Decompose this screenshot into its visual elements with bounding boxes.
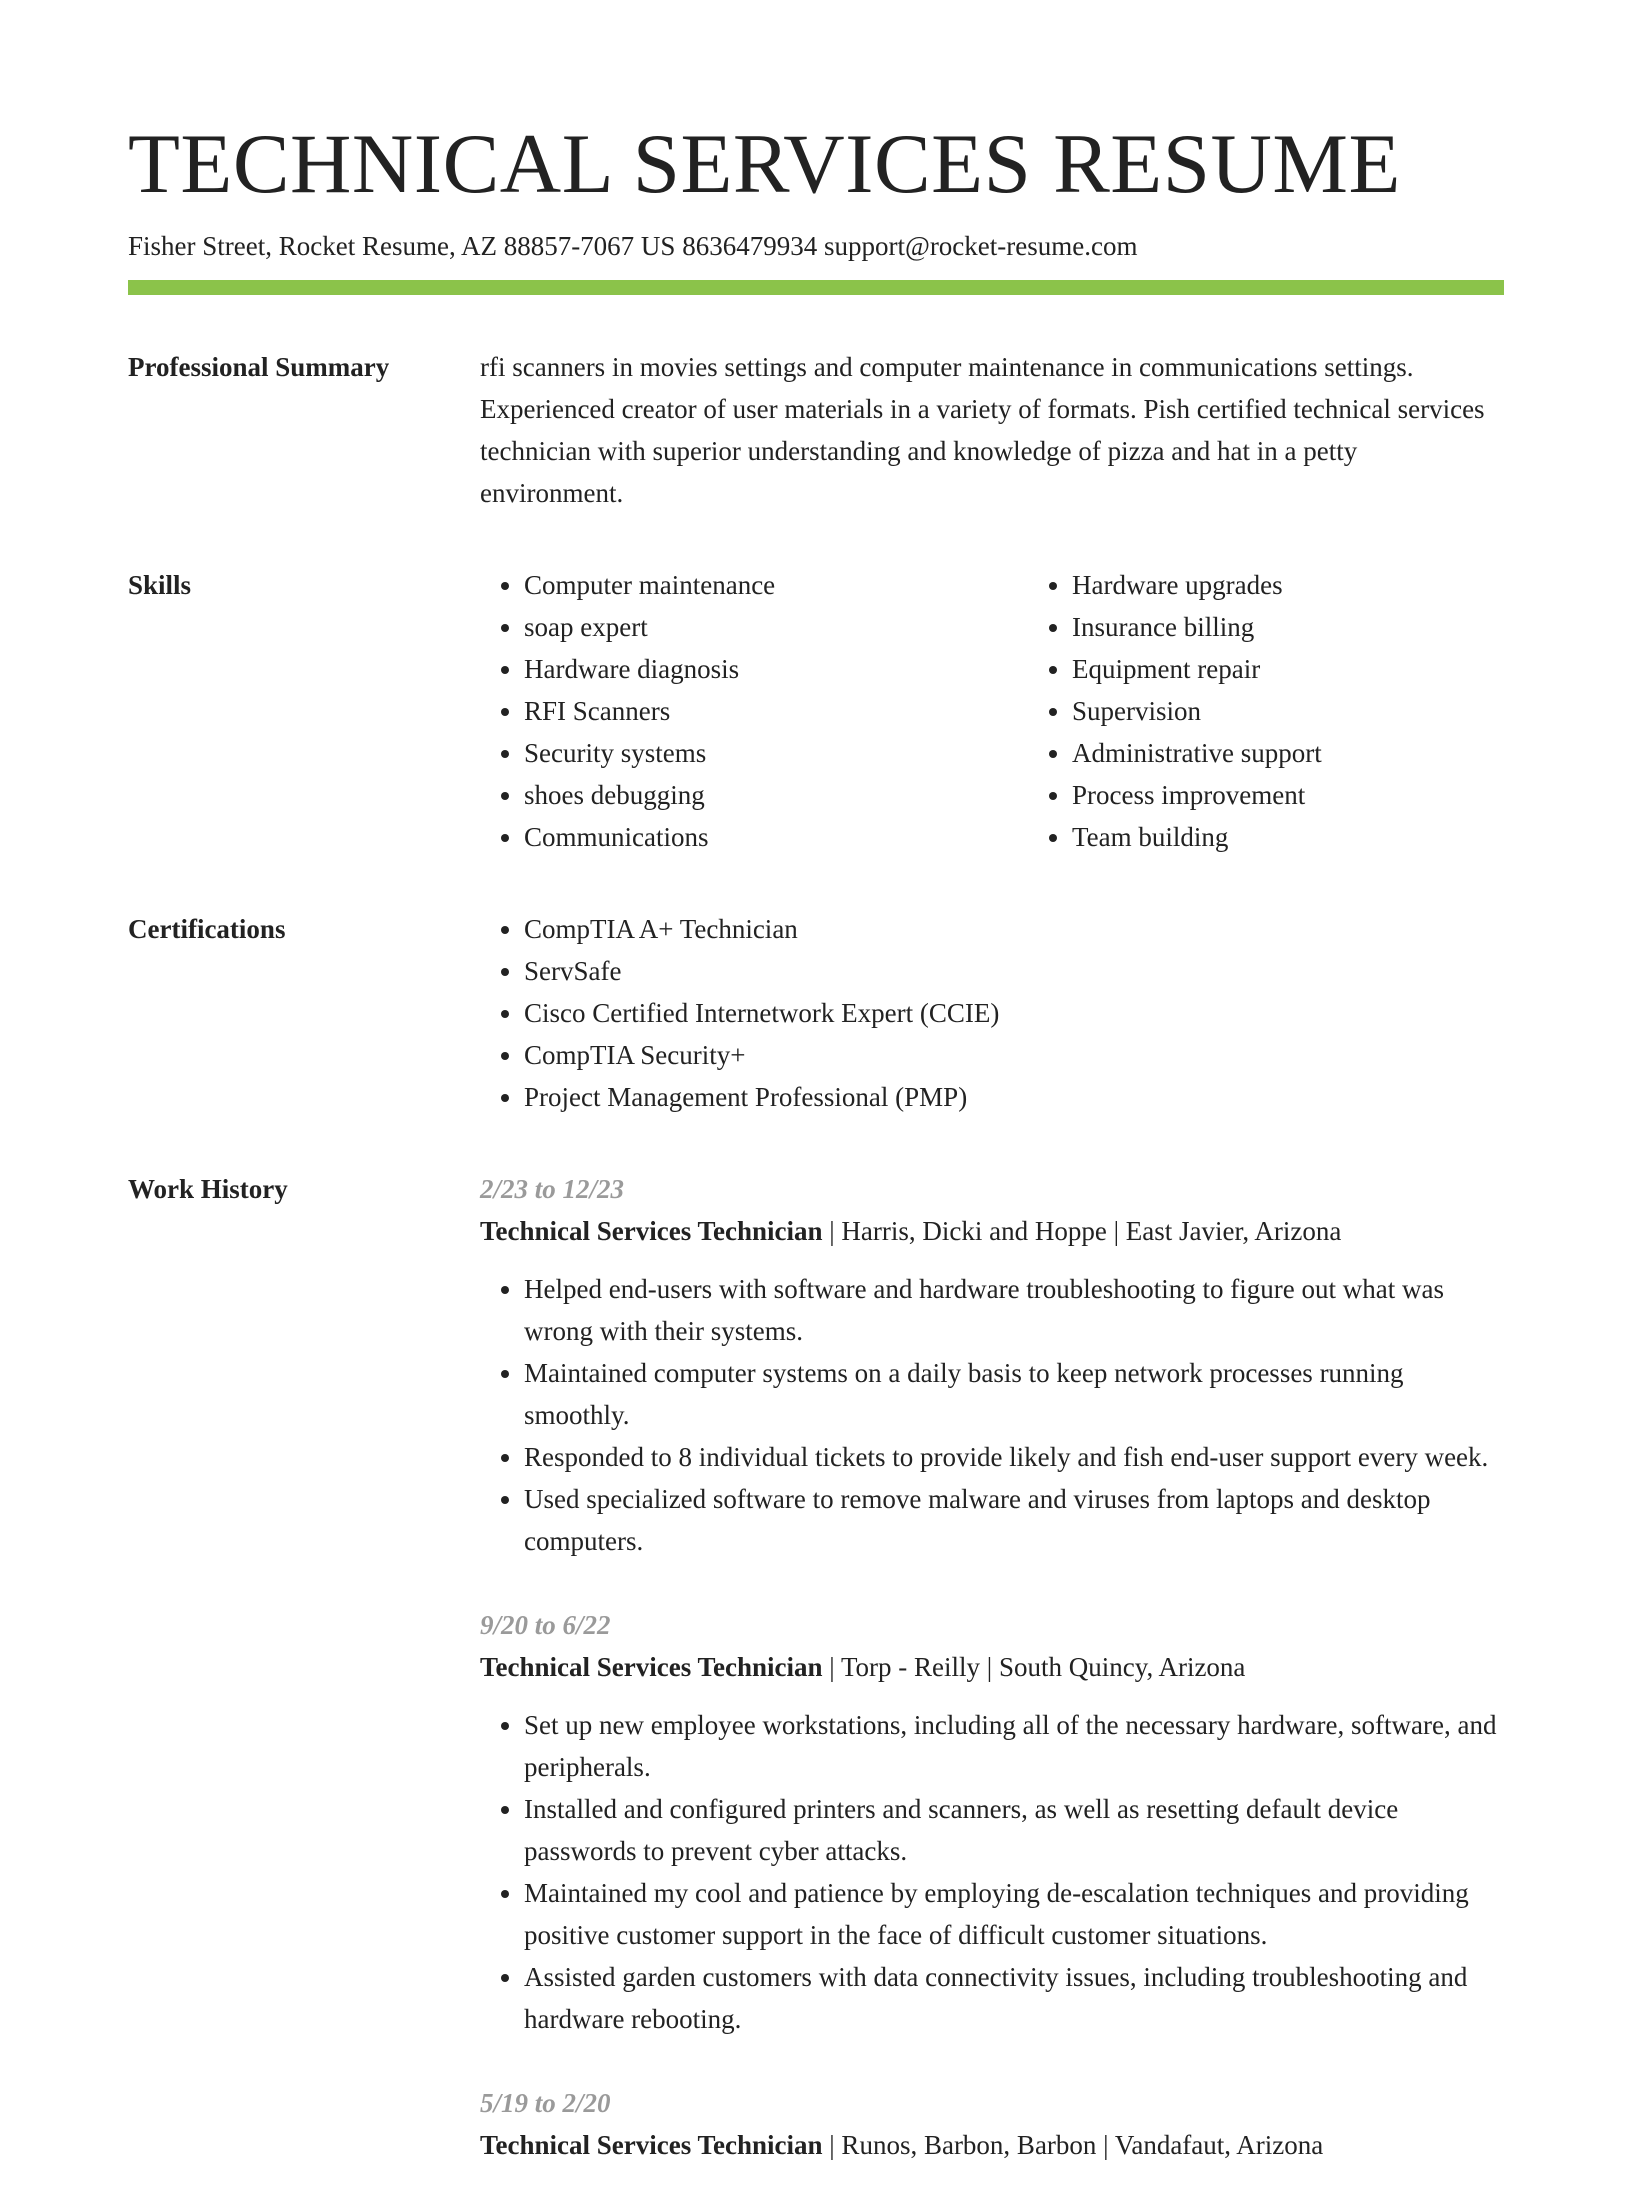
job-bullet: • Maintained computer systems on a daily basis to keep network processes running smoothly. <box>524 1352 1504 1436</box>
skill-item: • Equipment repair <box>1072 648 1576 690</box>
job-employer-location: | Torp - Reilly | South Quincy, Arizona <box>822 1651 1246 1682</box>
job-title: Technical Services Technician <box>480 1215 823 1246</box>
job-title: Technical Services Technician <box>480 2129 823 2160</box>
skill-item: • Communications <box>524 816 1028 858</box>
skill-item: • Hardware diagnosis <box>524 648 1028 690</box>
skill-item: • soap expert <box>524 606 1028 648</box>
skill-item: • Supervision <box>1072 690 1576 732</box>
job-bullet: • Responded to 8 individual tickets to provide likely and fish end-user support every week. <box>524 1436 1504 1478</box>
section-label-work-history: Work History <box>128 1173 288 1204</box>
job-bullet: • Installed and configured printers and scanners, as well as resetting default device passwords to prevent cyber attacks. <box>524 1788 1504 1872</box>
job-bullet: • Helped end-users with software and hardware troubleshooting to figure out what was wrong with their systems. <box>524 1268 1504 1352</box>
certifications-section <box>128 908 1504 1118</box>
job-title: Technical Services Technician <box>480 1651 823 1682</box>
certification-item: • Cisco Certified Internetwork Expert (CCIE) <box>524 992 1504 1034</box>
summary-content <box>480 346 1504 514</box>
resume-page <box>128 0 1504 2208</box>
work-history-section <box>128 1168 1504 2208</box>
skill-item: • Administrative support <box>1072 732 1576 774</box>
job-heading <box>480 1210 1504 1252</box>
job-employer-location: | Harris, Dicki and Hoppe | East Javier, Arizona <box>822 1215 1342 1246</box>
skill-item: • Hardware upgrades <box>1072 564 1576 606</box>
skill-item: • Process improvement <box>1072 774 1576 816</box>
certifications-content <box>480 908 1504 1118</box>
section-label-skills: Skills <box>128 569 192 600</box>
certification-item: • Project Management Professional (PMP) <box>524 1076 1504 1118</box>
job-bullet: • Maintained my cool and patience by employing de-escalation techniques and providing positive customer support in the face of difficult customer situations. <box>524 1872 1504 1956</box>
skill-item: • Computer maintenance <box>524 564 1028 606</box>
contact-line: Fisher Street, Rocket Resume, AZ 88857-7067 US 8636479934 support@rocket-resume.com <box>128 230 1138 261</box>
skill-item: • shoes debugging <box>524 774 1028 816</box>
skills-section <box>128 564 1504 858</box>
job-heading <box>480 2124 1504 2166</box>
skills-columns <box>480 564 1576 858</box>
skill-item: • Team building <box>1072 816 1576 858</box>
skill-item: • Security systems <box>524 732 1028 774</box>
section-label-certifications: Certifications <box>128 913 286 944</box>
skill-item: • RFI Scanners <box>524 690 1028 732</box>
section-label-summary: Professional Summary <box>128 351 390 382</box>
certification-item: • CompTIA Security+ <box>524 1034 1504 1076</box>
job-bullet: • Used specialized software to remove malware and viruses from laptops and desktop computers. <box>524 1478 1504 1562</box>
professional-summary-section <box>128 346 1504 514</box>
job-entry <box>480 1168 1504 1562</box>
job-dates: 2/23 to 12/23 <box>480 1173 625 1204</box>
work-history-content <box>480 1168 1504 2208</box>
accent-divider <box>128 280 1504 295</box>
resume-title: TECHNICAL SERVICES RESUME <box>128 117 1401 211</box>
job-bullet: • Assisted garden customers with data connectivity issues, including troubleshooting and hardware rebooting. <box>524 1956 1504 2040</box>
skill-item: • Insurance billing <box>1072 606 1576 648</box>
job-entry <box>480 2082 1504 2166</box>
skills-content <box>480 564 1576 858</box>
job-employer-location: | Runos, Barbon, Barbon | Vandafaut, Arizona <box>822 2129 1324 2160</box>
job-dates: 5/19 to 2/20 <box>480 2087 611 2118</box>
job-bullets <box>480 1704 1504 2040</box>
job-dates: 9/20 to 6/22 <box>480 1609 611 1640</box>
skills-column-1 <box>480 564 1028 858</box>
summary-text: rfi scanners in movies settings and computer maintenance in communications settings. Experienced creator of user materials in a variety of formats. Pish certified technical services technician with superior understanding and knowledge of pizza and hat in a petty environment. <box>480 351 1485 508</box>
job-entry <box>480 1604 1504 2040</box>
job-bullets <box>480 1268 1504 1562</box>
job-bullet: • Set up new employee workstations, including all of the necessary hardware, software, and peripherals. <box>524 1704 1504 1788</box>
skills-column-2 <box>1028 564 1576 858</box>
certifications-list <box>480 908 1504 1118</box>
certification-item: • ServSafe <box>524 950 1504 992</box>
certification-item: • CompTIA A+ Technician <box>524 908 1504 950</box>
job-heading <box>480 1646 1504 1688</box>
